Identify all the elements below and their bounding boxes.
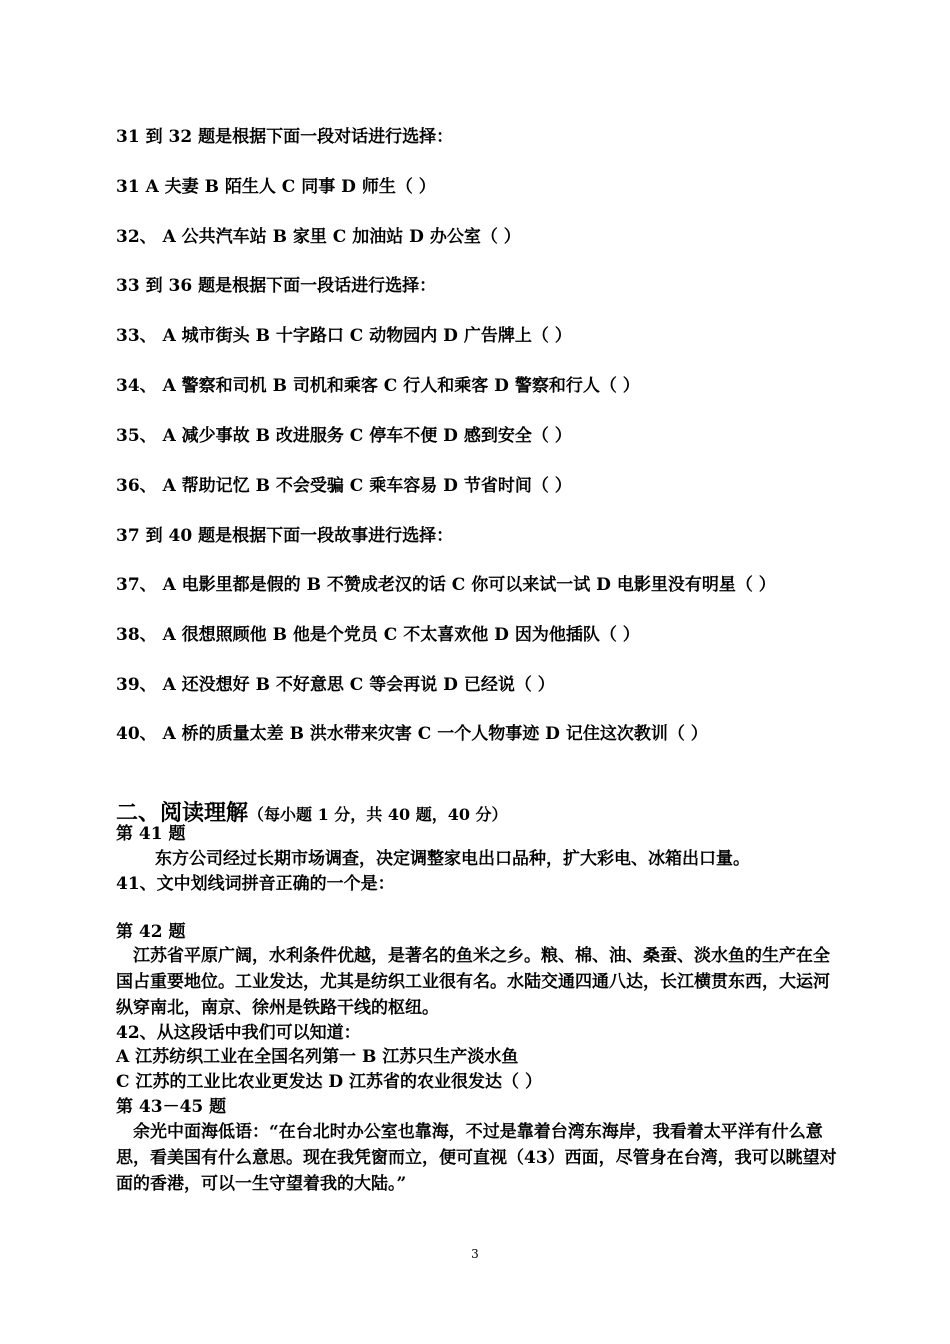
- q41-question: 41、文中划线词拼音正确的一个是：: [116, 874, 395, 894]
- question-35: 35、 A 减少事故 B 改进服务 C 停车不便 D 感到安全（ ）: [116, 426, 572, 446]
- intro-31-32: 31 到 32 题是根据下面一段对话进行选择：: [116, 127, 454, 147]
- q42-options-cd: C 江苏的工业比农业更发达 D 江苏省的农业很发达（ ）: [116, 1072, 542, 1092]
- q42-question: 42、从这段话中我们可以知道：: [116, 1023, 361, 1043]
- q42-label: 第 42 题: [116, 922, 186, 942]
- intro-33-36: 33 到 36 题是根据下面一段话进行选择：: [116, 276, 437, 296]
- question-37: 37、 A 电影里都是假的 B 不赞成老汉的话 C 你可以来试一试 D 电影里没有明星（ ）: [116, 575, 776, 595]
- section-2-scoring: （每小题 1 分，共 40 题，40 分）: [248, 805, 508, 824]
- question-34: 34、 A 警察和司机 B 司机和乘客 C 行人和乘客 D 警察和行人（ ）: [116, 376, 640, 396]
- section-2-title: 二、阅读理解: [116, 800, 249, 826]
- question-39: 39、 A 还没想好 B 不好意思 C 等会再说 D 已经说（ ）: [116, 675, 555, 695]
- page-number: 3: [471, 1247, 479, 1261]
- q41-passage: 东方公司经过长期市场调查，决定调整家电出口品种，扩大彩电、冰箱出口量。: [155, 849, 750, 869]
- q43-passage: 余光中面海低语：“在台北时办公室也靠海，不过是靠着台湾东海岸，我看着太平洋有什么意思，看美国有什么意思。现在我凭窗而立，便可直视（43）西面，尽管身在台湾，我可以眺望对面的香港，可以一生守望着我的大陆。”: [116, 1122, 837, 1194]
- question-33: 33、 A 城市街头 B 十字路口 C 动物园内 D 广告牌上（ ）: [116, 326, 572, 346]
- q41-label: 第 41 题: [116, 824, 186, 844]
- question-31: 31 A 夫妻 B 陌生人 C 同事 D 师生（ ）: [116, 177, 436, 197]
- question-38: 38、 A 很想照顾他 B 他是个党员 C 不太喜欢他 D 因为他插队（ ）: [116, 625, 640, 645]
- question-40: 40、 A 桥的质量太差 B 洪水带来灾害 C 一个人物事迹 D 记住这次教训（ ）: [116, 724, 708, 744]
- intro-37-40: 37 到 40 题是根据下面一段故事进行选择：: [116, 526, 454, 546]
- q42-passage: 江苏省平原广阔，水利条件优越，是著名的鱼米之乡。粮、棉、油、桑蚕、淡水鱼的生产在全国占重要地位。工业发达，尤其是纺织工业很有名。水陆交通四通八达，长江横贯东西，大运河纵穿南北，南京、徐州是铁路干线的枢纽。: [116, 946, 830, 1018]
- question-32: 32、 A 公共汽车站 B 家里 C 加油站 D 办公室（ ）: [116, 227, 521, 247]
- question-36: 36、 A 帮助记忆 B 不会受骗 C 乘车容易 D 节省时间（ ）: [116, 476, 572, 496]
- q42-options-ab: A 江苏纺织工业在全国名列第一 B 江苏只生产淡水鱼: [116, 1047, 519, 1067]
- q43-45-label: 第 43－45 题: [116, 1097, 227, 1117]
